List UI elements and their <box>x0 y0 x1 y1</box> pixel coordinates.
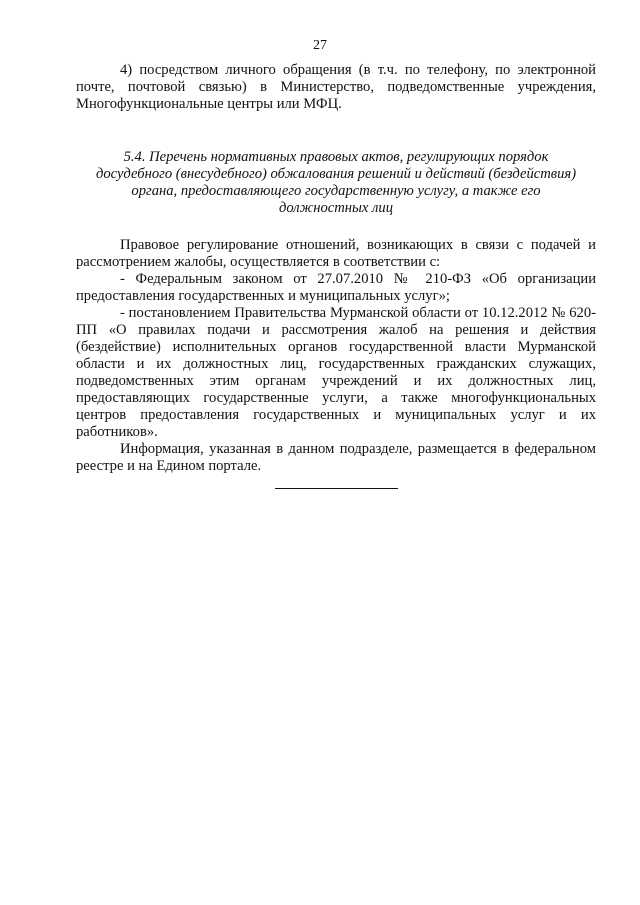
document-body <box>76 62 596 489</box>
separator-line <box>275 488 398 489</box>
paragraph-intro: Правовое регулирование отношений, возникающих в связи с подачей и рассмотрением жалобы, осуществляется в соответствии с: <box>76 237 596 270</box>
list-item-government-decree: - постановлением Правительства Мурманской области от 10.12.2012 № 620-ПП «О правилах подачи и рассмотрения жалоб на решения и действия (бездействие) исполнительных органов государственной власти Мурманской области и их должностных лиц, государственных гражданских служащих, подведомственных этим органам учреждений и их должностных лиц, предоставляющих государственные услуги, а также многофункциональных центров предоставления государственных и муниципальных услуг и их работников». <box>76 305 596 440</box>
section-heading: 5.4. Перечень нормативных правовых актов, регулирующих порядок досудебного (внесудебного) обжалования решений и действий (бездействия) органа, предоставляющего государственную услугу, а также его должностных лиц <box>95 149 577 216</box>
paragraph-item-4: 4) посредством личного обращения (в т.ч. по телефону, по электронной почте, почтовой связью) в Министерство, подведомственные учреждения, Многофункциональные центры или МФЦ. <box>76 62 596 112</box>
page-number: 27 <box>313 38 327 53</box>
paragraph-info: Информация, указанная в данном подразделе, размещается в федеральном реестре и на Едином портале. <box>76 441 596 474</box>
list-item-federal-law: - Федеральным законом от 27.07.2010 № 210-ФЗ «Об организации предоставления государственных и муниципальных услуг»; <box>76 271 596 304</box>
